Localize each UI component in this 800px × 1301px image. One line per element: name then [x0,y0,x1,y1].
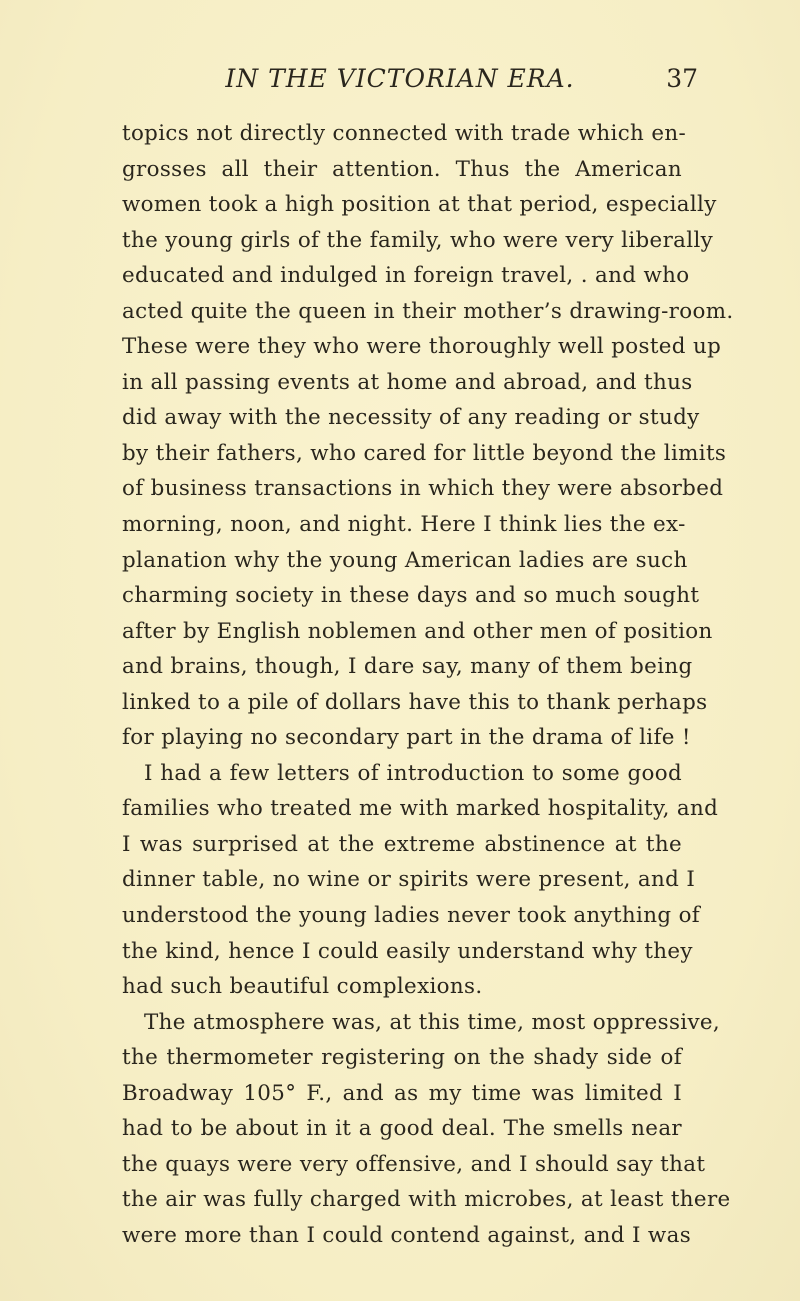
text-line: educated and indulged in foreign travel, . and who [122,263,690,289]
running-title: IN THE VICTORIAN ERA. [225,64,575,93]
text-line: planation why the young American ladies are such [122,547,688,573]
text-line: families who treated me with marked hospitality, and [122,796,719,822]
text-line: in all passing events at home and abroad, and thus [122,369,693,395]
text-line: and brains, though, I dare say, many of them being [122,654,693,680]
text-line: These were they who were thoroughly well posted up [122,334,722,360]
text-line: topics not directly connected with trade which en- [122,121,687,146]
text-line: understood the young ladies never took anything of [122,903,701,929]
text-line: linked to a pile of dollars have this to thank perhaps [122,689,708,715]
text-line: grosses all their attention. Thus the American [122,156,682,182]
text-line: morning, noon, and night. Here I think lies the ex- [122,512,686,538]
text-line: charming society in these days and so much sought [122,583,700,609]
text-line: the quays were very offensive, and I should say that [122,1151,706,1177]
body-text [122,116,734,1254]
text-line: by their fathers, who cared for little beyond the limits [122,440,727,466]
text-line: did away with the necessity of any reading or study [122,405,700,431]
text-line: were more than I could contend against, and I was [122,1222,692,1248]
text-line: had such beautiful complexions. [122,974,483,1000]
text-line: dinner table, no wine or spirits were present, and I [122,867,696,893]
page-number: 37 [666,64,698,93]
text-line: after by English noblemen and other men of position [122,618,713,644]
text-line: the young girls of the family, who were very liberally [122,227,714,253]
running-header [120,64,698,98]
text-line: acted quite the queen in their mother’s drawing-room. [122,298,734,324]
text-line: The atmosphere was, at this time, most oppressive, [144,1009,721,1035]
text-line: had to be about in it a good deal. The smells near [122,1116,682,1142]
text-line: I was surprised at the extreme abstinence at the [122,831,682,857]
text-line: for playing no secondary part in the drama of life ! [122,725,691,751]
text-line: the thermometer registering on the shady side of [122,1045,682,1071]
text-line: I had a few letters of introduction to some good [144,760,682,786]
text-line: the air was fully charged with microbes, at least there [122,1187,731,1213]
text-line: women took a high position at that period, especially [122,192,717,218]
text-line: of business transactions in which they were absorbed [122,476,724,502]
text-line: Broadway 105° F., and as my time was limited I [122,1080,682,1106]
text-line: the kind, hence I could easily understand why they [122,938,693,964]
